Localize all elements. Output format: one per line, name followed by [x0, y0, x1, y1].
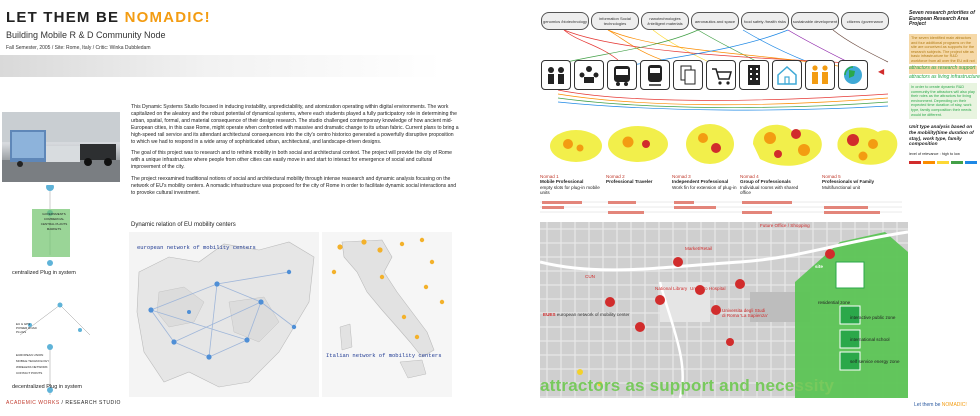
research-tag: citizens /governance: [841, 12, 889, 30]
network-label: WIRELESS NETWORK: [16, 365, 48, 369]
network-label: CONTACT POINTS: [16, 371, 43, 375]
small-labels: [16, 322, 37, 335]
footer-right-prefix: Let them be: [914, 402, 942, 408]
project-meta: Fall Semester, 2005 / Site: Rome, Italy / Critic: Winka Dubbledam: [6, 45, 151, 51]
small-label: PLUGS: [16, 330, 27, 335]
selfservice-label: self service energy zone: [850, 359, 900, 364]
research-title: Seven research priorities of European Research Area Project: [909, 10, 975, 28]
nomad-title: Independent Professional: [672, 179, 729, 185]
recycle-globe-icon: [838, 60, 868, 90]
nomad-number: Nomad 4: [740, 174, 759, 179]
train-icon: [640, 60, 670, 90]
footer-left-red: ACADEMIC WORKS: [6, 400, 60, 406]
nomad-desc: Work fin for extension of plug-in: [672, 184, 737, 190]
page-title: LET THEM BE NOMADIC!: [6, 9, 211, 26]
interactive-label: interactive public zone: [850, 315, 896, 320]
stack-label: CENTRAL PLANTS: [40, 222, 68, 226]
nomad-title: Group of Professionals: [740, 179, 791, 185]
small-label: EU & GPS: [16, 322, 31, 326]
umberto-label: Umberto Hospital: [690, 286, 726, 291]
cun-label: CUN: [585, 274, 595, 279]
house-icon: [772, 60, 802, 90]
stack-label: MARKETS: [46, 227, 62, 231]
market-label: Market/Retail: [685, 246, 713, 251]
body-text: [131, 104, 459, 202]
network-label: EUROPEAN UNION: [16, 353, 44, 357]
network-label: MOBILE TECHNOLOGY: [16, 359, 50, 363]
research-tag: genomics /biotechnology: [541, 12, 589, 30]
attractors-research-label: attractors as research support: [909, 66, 977, 74]
building-icon: [739, 60, 769, 90]
paragraph: The goal of this project was to research and to rethink mobility in both social and architectural context. The project will provide the city of Rome with a unique infrastructure where people from other cities can easily move in and start to interact for emergence of social and cultural improvement of the city.: [131, 150, 452, 171]
school-label: international school: [850, 337, 890, 342]
title-highlight: NOMADIC!: [124, 9, 211, 26]
italy-network-label: Italian network of mobility centers: [326, 352, 442, 359]
people-icon: [541, 60, 571, 90]
infra-note: In order to create dynamic R&D community the attractors will also play their roles as the attractors for living environment. Depending on their expected time duration of stay, work type, family composition their needs would be different.: [909, 83, 977, 119]
network-labels: [16, 352, 49, 376]
bus-icon: [607, 60, 637, 90]
relevance-label: level of relevance : high to low: [909, 152, 960, 156]
nomad-card: [822, 174, 902, 190]
stack-labels: [36, 212, 72, 232]
europe-network-label: european network of mobility centers: [137, 244, 256, 251]
nomad-blobs: [538, 114, 908, 172]
attractors-infra-label: attractors as living infrastructure: [909, 74, 980, 80]
attractor-icon-row: [541, 60, 868, 90]
nomad-desc: Multifunctional unit: [822, 184, 861, 190]
univ-label: Universita degli Studi di Roma 'La Sapienza': [722, 308, 768, 318]
nomad-card: [672, 174, 738, 190]
research-tag: information Social technologies: [591, 12, 639, 30]
nomad-card: [540, 174, 606, 196]
header-band: [0, 55, 520, 77]
eues-label: EUES european network of mobility center: [543, 312, 630, 317]
nomad-desc: empty slots for plug-in mobile units: [540, 184, 600, 196]
small-label: POWER ROAD: [16, 326, 37, 331]
research-tag: food safety /health risks: [741, 12, 789, 30]
nomad-number: Nomad 1: [540, 174, 559, 179]
residential-label: residential zone: [818, 300, 851, 305]
nomad-card: [740, 174, 810, 196]
documents-icon: [673, 60, 703, 90]
stack-label: COMMERCIAL: [43, 217, 65, 221]
future-office-label: Future Office / Shopping: [760, 223, 810, 228]
nomad-title: Professionals w/ Family: [822, 179, 875, 185]
footer-left-black: / RESEARCH STUDIO: [59, 400, 121, 406]
family-icon: [805, 60, 835, 90]
research-tag: nanotechnologies /intelligent materials: [641, 12, 689, 30]
footer-right: [914, 402, 967, 408]
trailer-photo: [2, 112, 120, 182]
paragraph: The project reexamined traditional notions of social and architectural mobility through intense reasearch and dynamic analysis focusing on the network of EU's mobility centers. A nomadic infrastructure was proposed for the city of Rome in order to facilitate dynamic social interactions and to provoke cultural investment.: [131, 176, 457, 196]
nomad-number: Nomad 5: [822, 174, 841, 179]
footer-left: [6, 400, 121, 406]
nomad-title: Mobile Professional: [540, 179, 584, 185]
decentralized-caption: decentralized Plug in system: [12, 384, 83, 390]
europe-map: [129, 232, 319, 397]
research-tag: sustainable development: [791, 12, 839, 30]
centralized-caption: centralized Plug in system: [12, 270, 76, 276]
library-label: National Library: [655, 286, 688, 291]
maps-caption: Dynamic relation of EU mobility centers: [131, 222, 236, 228]
nomad-desc: Individual rooms with shared office: [740, 184, 799, 196]
meeting-icon: [574, 60, 604, 90]
nomad-card: [606, 174, 672, 185]
stack-label: GOVERNMENTS: [42, 212, 66, 216]
footer-right-highlight: NOMADIC!: [941, 402, 967, 408]
nomad-number: Nomad 2: [606, 174, 625, 179]
research-tag: aeronautics and space: [691, 12, 739, 30]
site-label: site: [815, 264, 823, 269]
arrow-left-icon: ◀: [878, 67, 885, 76]
research-note: The seven identified main attractors and four additional programs on the site are conceived as supports for the research subjects. The project site as basic infrastructure for R&D workforce from all over the EU will not: [909, 34, 977, 64]
shopping-cart-icon: [706, 60, 736, 90]
paragraph: This Dynamic Systems Studio focused in inducing instability, unpredictability, and atomization operating within digital environments. The work capitalized on the aleatory and the robust potential of dynamical systems, where each students played a fully participatory role in determining the urban, spatial, formal, and material consequence of their design research. The studio challenged contemporary knowledge of how ancient mid-European cities, in this case Rome, might operate when confronted with massive and dramatic change to its urban fabric. Current plans to bring a high-speed rail service and its attendant architectural consequences into the city's centro historico generated a powerfully disruptive proposition to which we had to respond in a wide array of sophisticated urban, architectural, and landscape-driven designs.: [131, 104, 459, 145]
relevance-legend: [909, 161, 977, 164]
italy-map: [322, 232, 452, 397]
page-subtitle: Building Mobile R & D Community Node: [6, 30, 166, 40]
unit-type-title: Unit type analysis based on the mobility(time duration of stay), work type, family composition: [909, 125, 974, 148]
relevance-bars: [540, 198, 902, 218]
slogan: attractors as support and necessity: [540, 376, 835, 395]
nomad-title: Professional Traveler: [606, 179, 653, 185]
nomad-number: Nomad 3: [672, 174, 691, 179]
